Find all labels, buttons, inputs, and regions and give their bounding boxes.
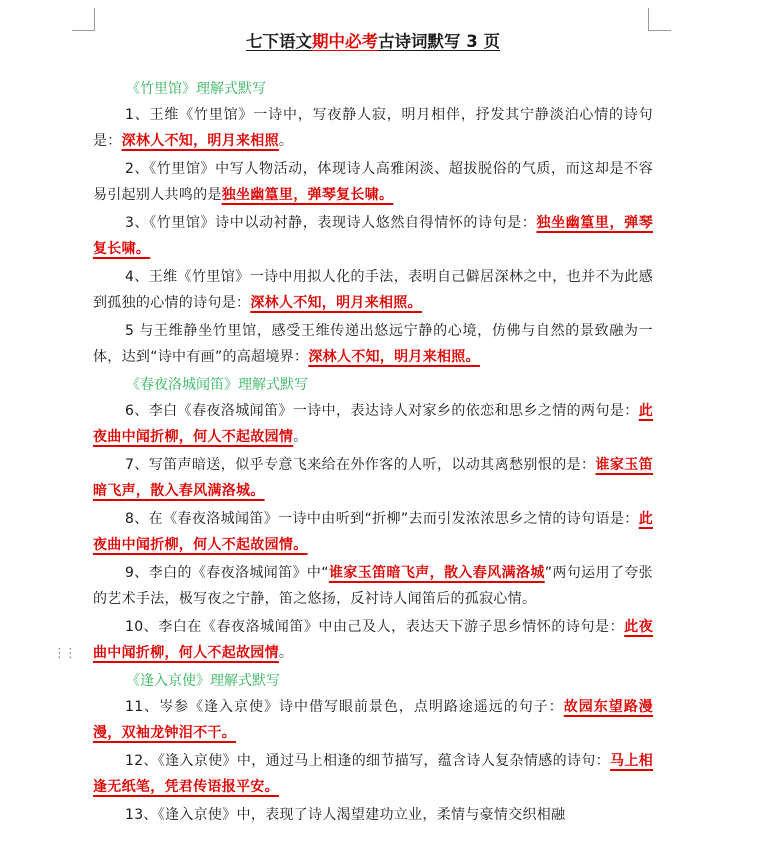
question-item: 11、岑参《逢入京使》诗中借写眼前景色，点明路途遥远的句子：故园东望路漫漫，双袖龙钟泪不干。 <box>93 699 653 741</box>
question-item: 8、在《春夜洛城闻笛》一诗中由听到“折柳”去而引发浓浓思乡之情的诗句语是：此夜曲中闻折柳，何人不起故园情。 <box>93 511 653 553</box>
page-corner-mark-top-left <box>72 8 95 31</box>
answer: 谁家玉笛暗飞声，散入春风满洛城 <box>328 565 545 581</box>
question-item: 13、《逢入京使》中，表现了诗人渴望建功立业，柔情与豪情交织相融 <box>125 807 566 823</box>
answer: 故园东望路漫漫，双袖龙钟泪不干。 <box>93 699 653 741</box>
page-title <box>93 30 653 54</box>
question-item: 5 与王维静坐竹里馆，感受王维传递出悠远宁静的心境，仿佛与自然的景致融为一体，达到“诗中有画”的高超境界：深林人不知，明月来相照。 <box>93 323 653 365</box>
section-heading: 《春夜洛城闻笛》理解式默写 <box>126 377 308 393</box>
question-item: 4、王维《竹里馆》一诗中用拟人化的手法，表明自己僻居深林之中，也并不为此感到孤独的心情的诗句是：深林人不知，明月来相照。 <box>93 269 653 311</box>
question-item: 10、李白在《春夜洛城闻笛》中由己及人，表达天下游子思乡情怀的诗句是：此夜曲中闻折柳，何人不起故园情。 <box>93 619 654 661</box>
answer: 此夜曲中闻折柳，何人不起故园情。 <box>93 511 653 553</box>
question-item: 6、李白《春夜洛城闻笛》一诗中，表达诗人对家乡的依恋和思乡之情的两句是：此夜曲中闻折柳，何人不起故园情。 <box>93 403 653 445</box>
title-part-3: 古诗词默写 3 页 <box>378 32 500 51</box>
title-part-1: 七下语文 <box>246 32 312 51</box>
answer: 谁家玉笛暗飞声，散入春风满洛城。 <box>93 457 654 499</box>
answer: 此夜曲中闻折柳，何人不起故园情 <box>93 619 654 661</box>
answer: 深林人不知，明月来相照。 <box>250 295 422 311</box>
question-item: 12、《逢入京使》中，通过马上相逢的细节描写，蕴含诗人复杂情感的诗句：马上相逢无纸笔，凭君传语报平安。 <box>93 753 653 795</box>
question-item: 2、《竹里馆》中写人物活动，体现诗人高雅闲淡、超拔脱俗的气质，而这却是不容易引起别人共鸣的是独坐幽篁里，弹琴复长啸。 <box>93 161 653 203</box>
answer: 马上相逢无纸笔，凭君传语报平安。 <box>93 753 653 795</box>
question-item: 9、李白的《春夜洛城闻笛》中“谁家玉笛暗飞声，散入春风满洛城”两句运用了夸张的艺术手法，极写夜之宁静，笛之悠扬，反衬诗人闻笛后的孤寂心情。 <box>93 565 653 607</box>
question-item: 3、《竹里馆》诗中以动衬静，表现诗人悠然自得情怀的诗句是：独坐幽篁里，弹琴复长啸。 <box>93 215 654 257</box>
answer: 独坐幽篁里，弹琴复长啸。 <box>93 215 654 257</box>
section-heading: 《逢入京使》理解式默写 <box>126 673 280 689</box>
answer: 深林人不知，明月来相照 <box>121 133 279 149</box>
question-item: 7、写笛声暗送，似乎专意飞来给在外作客的人听，以动其离愁别恨的是：谁家玉笛暗飞声，散入春风满洛城。 <box>93 457 654 499</box>
question-item: 1、王维《竹里馆》一诗中，写夜静人寂，明月相伴，抒发其宁静淡泊心情的诗句是：深林人不知，明月来相照。 <box>93 107 653 149</box>
section-heading: 《竹里馆》理解式默写 <box>126 81 266 97</box>
document-body <box>93 30 653 830</box>
drag-handle-icon[interactable]: ⋮⋮ <box>53 646 75 661</box>
page-corner-mark-top-right <box>648 8 671 31</box>
answer: 独坐幽篁里，弹琴复长啸。 <box>221 187 394 203</box>
title-part-2: 期中必考 <box>312 32 378 51</box>
answer: 此夜曲中闻折柳，何人不起故园情 <box>93 403 653 445</box>
answer: 深林人不知，明月来相照。 <box>308 349 480 365</box>
